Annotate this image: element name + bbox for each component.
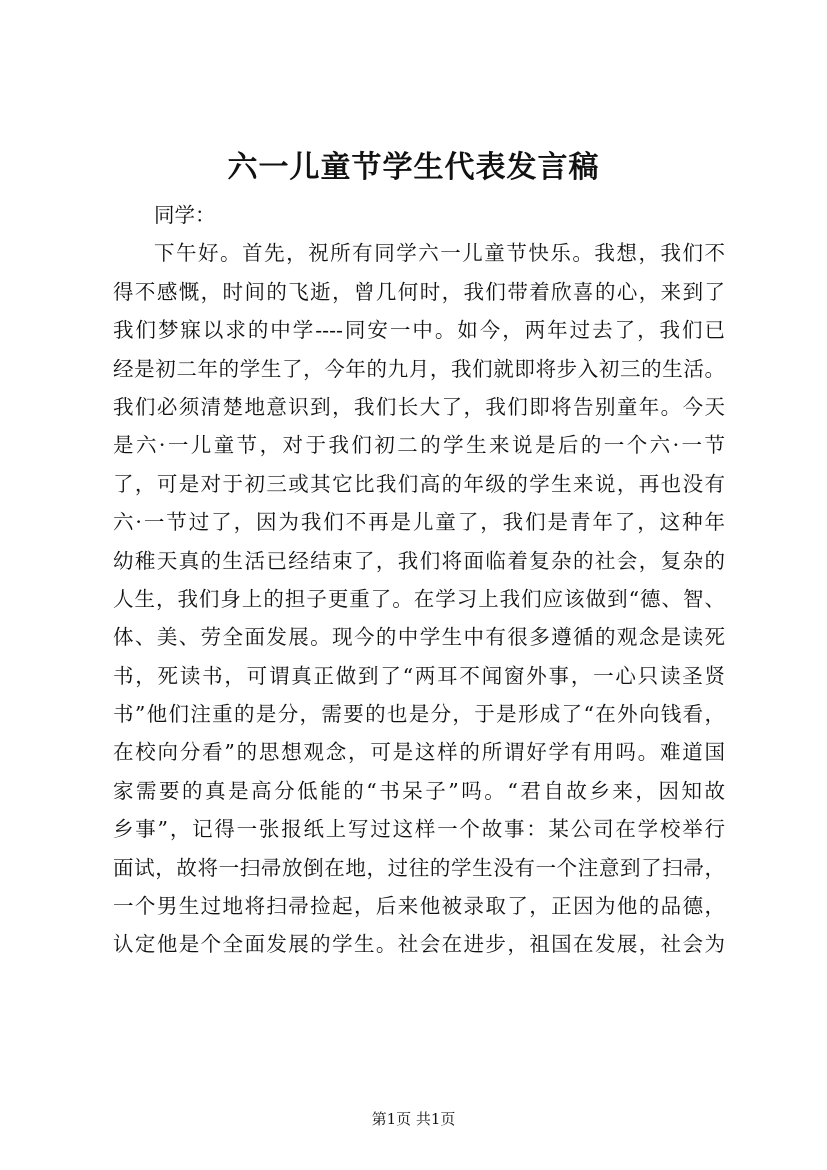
paragraph-line: 经是初二年的学生了，今年的九月，我们就即将步入初三的生活。 [113, 356, 725, 381]
document-body [113, 196, 725, 964]
paragraph-line: 得不感慨，时间的飞逝，曾几何时，我们带着欣喜的心，来到了 [113, 279, 725, 304]
paragraph-line: 我们梦寐以求的中学----同安一中。如今，两年过去了，我们已 [113, 318, 725, 343]
paragraph-line: 书，死读书，可谓真正做到了“两耳不闻窗外事，一心只读圣贤 [113, 663, 725, 688]
salutation: 同学： [154, 203, 216, 227]
paragraph-line: 是六·一儿童节，对于我们初二的学生来说是后的一个六·一节 [113, 433, 725, 458]
paragraph-line: 人生，我们身上的担子更重了。在学习上我们应该做到“德、智、 [113, 586, 725, 611]
paragraph-line: 幼稚天真的生活已经结束了，我们将面临着复杂的社会，复杂的 [113, 548, 725, 573]
paragraph-line: 下午好。首先，祝所有同学六一儿童节快乐。我想，我们不 [154, 241, 725, 266]
paragraph-line: 认定他是个全面发展的学生。社会在进步，祖国在发展，社会为 [113, 932, 725, 957]
paragraph-line: 我们必须清楚地意识到，我们长大了，我们即将告别童年。今天 [113, 394, 725, 419]
paragraph-line: 乡事”，记得一张报纸上写过这样一个故事：某公司在学校举行 [113, 817, 725, 842]
paragraph-line: 在校向分看”的思想观念，可是这样的所谓好学有用吗。难道国 [113, 740, 725, 765]
paragraph-line: 家需要的真是高分低能的“书呆子”吗。“君自故乡来，因知故 [113, 778, 725, 803]
page-footer: 第1页 共1页 [371, 1110, 456, 1128]
document-title: 六一儿童节学生代表发言稿 [227, 150, 600, 185]
paragraph-line: 了，可是对于初三或其它比我们高的年级的学生来说，再也没有 [113, 471, 725, 496]
paragraph-line: 面试，故将一扫帚放倒在地，过往的学生没有一个注意到了扫帚， [113, 855, 725, 880]
paragraph-line: 书”他们注重的是分，需要的也是分，于是形成了“在外向钱看， [113, 702, 725, 727]
paragraph-line: 六·一节过了，因为我们不再是儿童了，我们是青年了，这种年 [113, 510, 725, 535]
paragraph-line: 体、美、劳全面发展。现今的中学生中有很多遵循的观念是读死 [113, 625, 725, 650]
paragraph-line: 一个男生过地将扫帚捡起，后来他被录取了，正因为他的品德， [113, 894, 725, 919]
